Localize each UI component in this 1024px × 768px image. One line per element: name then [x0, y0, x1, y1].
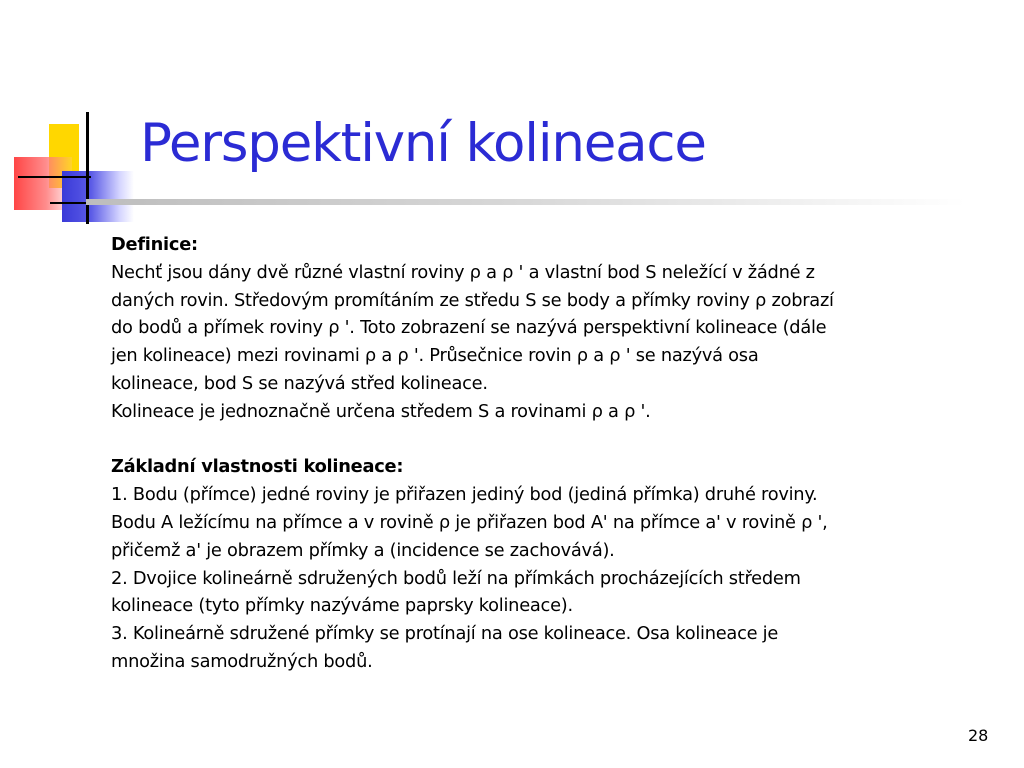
definition-line: kolineace, bod S se nazývá střed kolineace.: [111, 372, 488, 394]
property-line: kolineace (tyto přímky nazýváme paprsky kolineace).: [111, 595, 573, 617]
slide-body: [111, 231, 971, 676]
property-line: 1. Bodu (přímce) jedné roviny je přiřazen jediný bod (jediná přímka) druhé roviny.: [111, 484, 818, 506]
title-underline-rule: [86, 199, 966, 205]
definition-line: do bodů a přímek roviny ρ '. Toto zobrazení se nazývá perspektivní kolineace (dále: [111, 317, 827, 339]
definition-line: Kolineace je jednoznačně určena středem S a rovinami ρ a ρ '.: [111, 400, 651, 422]
spacer: [111, 426, 971, 454]
decor-horizontal-line: [18, 176, 91, 178]
definition-heading: Definice:: [111, 234, 198, 255]
property-line: množina samodružných bodů.: [111, 650, 373, 672]
property-line: Bodu A ležícímu na přímce a v rovině ρ je přiřazen bod A' na přímce a' v rovině ρ ',: [111, 511, 828, 533]
page-number: 28: [968, 726, 989, 745]
decor-horizontal-line-short: [50, 202, 91, 204]
definition-line: Nechť jsou dány dvě různé vlastní roviny ρ a ρ ' a vlastní bod S neležící v žádné z: [111, 261, 815, 283]
decor-vertical-line: [86, 112, 89, 224]
properties-heading: Základní vlastnosti kolineace:: [111, 456, 404, 478]
property-line: 2. Dvojice kolineárně sdružených bodů leží na přímkách procházejících středem: [111, 567, 801, 589]
decor-blue-square: [62, 171, 134, 222]
definition-line: daných rovin. Středovým promítáním ze středu S se body a přímky roviny ρ zobrazí: [111, 289, 834, 311]
slide-title: Perspektivní kolineace: [140, 113, 706, 174]
property-line: 3. Kolineárně sdružené přímky se protínají na ose kolineace. Osa kolineace je: [111, 623, 779, 645]
definition-line: jen kolineace) mezi rovinami ρ a ρ '. Průsečnice rovin ρ a ρ ' se nazývá osa: [111, 345, 759, 367]
property-line: přičemž a' je obrazem přímky a (incidence se zachovává).: [111, 539, 615, 561]
